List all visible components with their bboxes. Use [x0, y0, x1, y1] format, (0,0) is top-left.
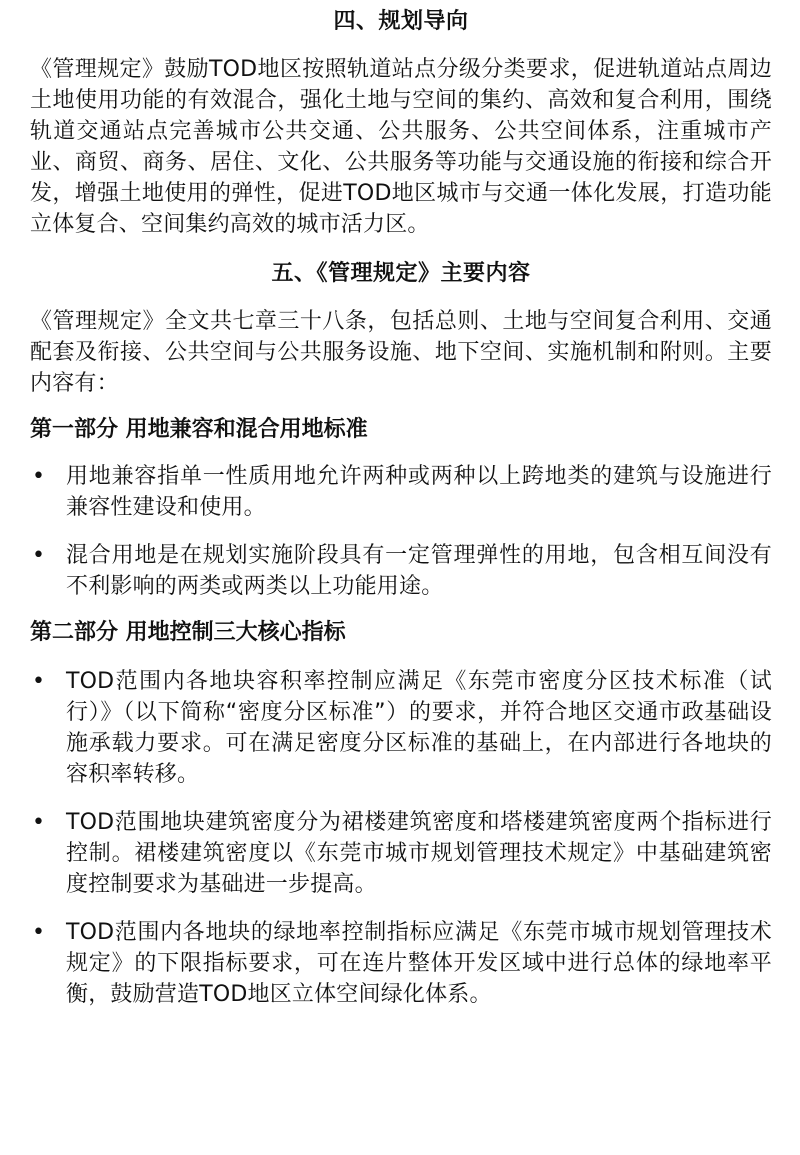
- list-item-text: 用地兼容指单一性质用地允许两种或两种以上跨地类的建筑与设施进行兼容性建设和使用。: [66, 464, 772, 520]
- planning-guidance-paragraph: 《管理规定》鼓励TOD地区按照轨道站点分级分类要求，促进轨道站点周边土地使用功能的有效混合，强化土地与空间的集约、高效和复合利用，围绕轨道交通站点完善城市公共交通、公共服务、公共空间体系，注重城市产业、商贸、商务、居住、文化、公共服务等功能与交通设施的衔接和综合开发，增强土地使用的弹性，促进TOD地区城市与交通一体化发展，打造功能立体复合、空间集约高效的城市活力区。: [30, 57, 772, 237]
- section-heading-planning-guidance: 四、规划导向: [333, 9, 469, 34]
- list-item-text: TOD范围内各地块的绿地率控制指标应满足《东莞市城市规划管理技术规定》的下限指标要求，可在连片整体开发区域中进行总体的绿地率平衡，鼓励营造TOD地区立体空间绿化体系。: [66, 920, 772, 1007]
- section-heading-main-content: 五、《管理规定》主要内容: [271, 261, 531, 286]
- part1-bullet-list: [30, 461, 772, 602]
- part1-heading: 第一部分 用地兼容和混合用地标准: [30, 417, 368, 442]
- list-item: [30, 666, 772, 790]
- list-item: [30, 540, 772, 602]
- list-item-text: TOD范围地块建筑密度分为裙楼建筑密度和塔楼建筑密度两个指标进行控制。裙楼建筑密度以《东莞市城市规划管理技术规定》中基础建筑密度控制要求为基础进一步提高。: [66, 810, 772, 897]
- part2-heading: 第二部分 用地控制三大核心指标: [30, 620, 346, 645]
- bullet-icon: •: [32, 464, 46, 489]
- bullet-icon: •: [32, 810, 46, 835]
- main-content-paragraph: 《管理规定》全文共七章三十八条，包括总则、土地与空间复合利用、交通配套及衔接、公共空间与公共服务设施、地下空间、实施机制和附则。主要内容有：: [30, 309, 772, 396]
- list-item: [30, 807, 772, 900]
- bullet-icon: •: [32, 669, 46, 694]
- list-item: [30, 917, 772, 1010]
- part2-bullet-list: [30, 666, 772, 1010]
- list-item-text: 混合用地是在规划实施阶段具有一定管理弹性的用地，包含相互间没有不利影响的两类或两类以上功能用途。: [66, 543, 772, 599]
- bullet-icon: •: [32, 543, 46, 568]
- list-item-text: TOD范围内各地块容积率控制应满足《东莞市密度分区技术标准（试行）》（以下简称“密度分区标准”）的要求，并符合地区交通市政基础设施承载力要求。可在满足密度分区标准的基础上，在内部进行各地块的容积率转移。: [66, 669, 772, 787]
- bullet-icon: •: [32, 920, 46, 945]
- list-item: [30, 461, 772, 523]
